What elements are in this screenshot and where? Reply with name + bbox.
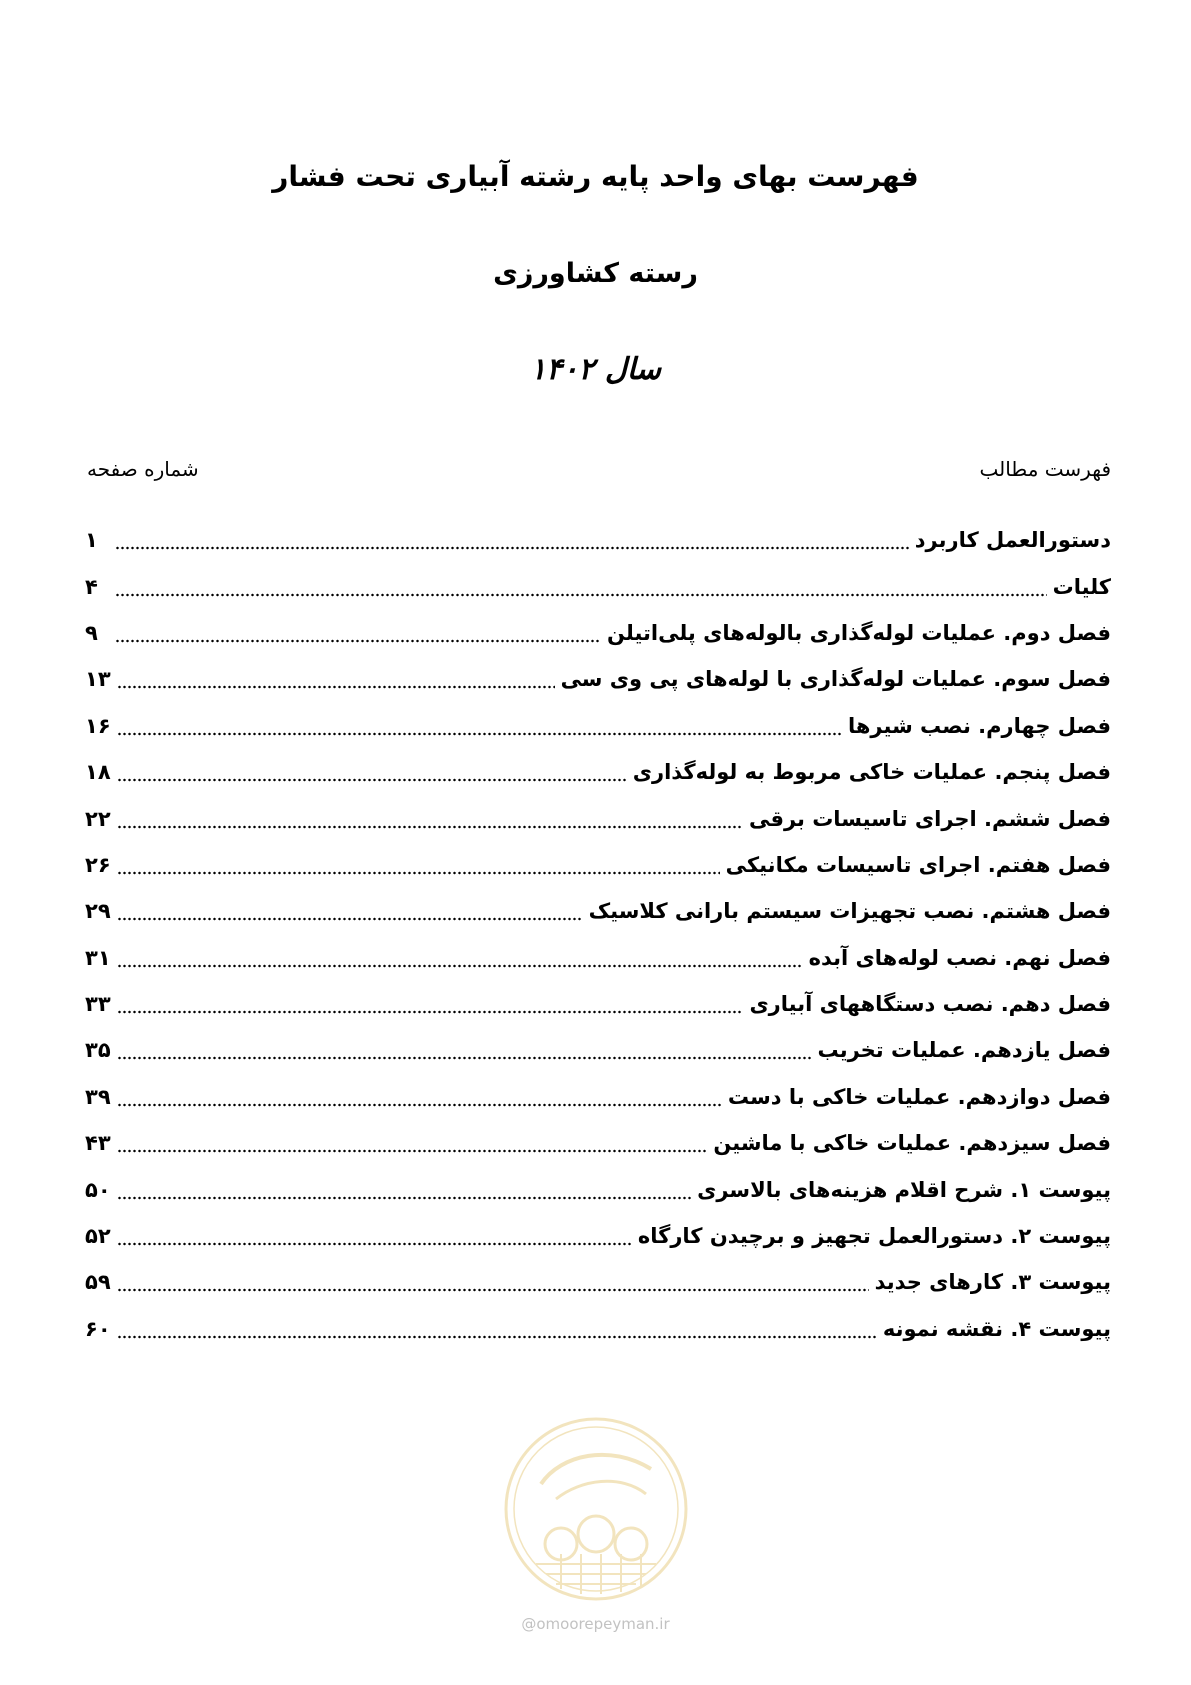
toc-item-title: پیوست ۲. دستورالعمل تجهیز و برچیدن کارگاه xyxy=(637,1224,1111,1249)
toc-item xyxy=(85,981,1111,1027)
toc-dot-leader xyxy=(117,1010,744,1014)
document-field: رسته کشاورزی xyxy=(493,258,698,289)
toc-item-page: ۲۹ xyxy=(85,899,111,924)
toc-dot-leader xyxy=(117,732,842,736)
toc-item-page: ۳۱ xyxy=(85,945,111,970)
toc-dot-leader xyxy=(117,685,555,689)
toc-item xyxy=(85,1027,1111,1073)
toc-item-title: فصل سوم. عملیات لوله‌گذاری با لوله‌های پی وی سی xyxy=(560,667,1111,692)
toc-item-title: فصل دوم. عملیات لوله‌گذاری بالوله‌های پلی‌اتیلن xyxy=(606,620,1111,645)
toc-item-page: ۵۲ xyxy=(85,1224,111,1249)
toc-item-page: ۱۸ xyxy=(85,760,111,785)
toc-dot-leader xyxy=(117,1288,869,1292)
toc-item xyxy=(85,888,1111,934)
toc-dot-leader xyxy=(117,1335,877,1339)
toc-item-page: ۹ xyxy=(85,620,98,645)
toc-item xyxy=(85,749,1111,795)
toc-item-page: ۳۵ xyxy=(85,1038,111,1063)
toc-dot-leader xyxy=(117,1056,812,1060)
toc-item-title: فصل ششم. اجرای تاسیسات برقی xyxy=(748,806,1111,831)
toc-item-page: ۳۳ xyxy=(85,992,111,1017)
toc-item-title: کلیات xyxy=(1052,574,1111,599)
toc-item xyxy=(85,1306,1111,1352)
toc-dot-leader xyxy=(115,639,601,643)
watermark-url: @omoorepeyman.ir xyxy=(521,1615,670,1633)
toc-item xyxy=(85,563,1111,609)
toc-item xyxy=(85,1166,1111,1212)
toc-item-page: ۵۹ xyxy=(85,1270,111,1295)
toc-item-page: ۱ xyxy=(85,528,98,553)
toc-heading: فهرست مطالب xyxy=(979,457,1111,481)
toc-item-title: فصل یازدهم. عملیات تخریب xyxy=(817,1038,1111,1063)
toc-item xyxy=(85,795,1111,841)
toc-item xyxy=(85,1120,1111,1166)
toc-item-title: فصل دهم. نصب دستگاههای آبیاری xyxy=(749,992,1111,1017)
toc-item xyxy=(85,703,1111,749)
document-year: سال ۱۴۰۲ xyxy=(530,352,661,387)
toc-item-page: ۲۲ xyxy=(85,806,111,831)
toc-dot-leader xyxy=(117,1149,708,1153)
toc-item-page: ۲۶ xyxy=(85,852,111,877)
toc-dot-leader xyxy=(115,593,1047,597)
toc-item-title: فصل هفتم. اجرای تاسیسات مکانیکی xyxy=(725,852,1111,877)
toc-item-title: فصل سیزدهم. عملیات خاکی با ماشین xyxy=(713,1131,1111,1156)
toc-item xyxy=(85,935,1111,981)
document-title: فهرست بهای واحد پایه رشته آبیاری تحت فشار xyxy=(272,160,919,193)
toc-item-title: پیوست ۴. نقشه نمونه xyxy=(882,1316,1111,1341)
toc-item-title: پیوست ۳. کارهای جدید xyxy=(874,1270,1111,1295)
page-number-heading: شماره صفحه xyxy=(87,457,199,481)
toc-dot-leader xyxy=(117,1242,632,1246)
toc-item-page: ۴ xyxy=(85,574,98,599)
toc-item-title: دستورالعمل کاربرد xyxy=(914,528,1111,553)
toc-item-page: ۱۳ xyxy=(85,667,111,692)
toc-dot-leader xyxy=(117,871,720,875)
toc-item xyxy=(85,517,1111,563)
toc-item-title: پیوست ۱. شرح اقلام هزینه‌های بالاسری xyxy=(697,1177,1111,1202)
toc-dot-leader xyxy=(117,964,803,968)
toc-item xyxy=(85,656,1111,702)
toc-item xyxy=(85,842,1111,888)
toc-dot-leader xyxy=(117,778,627,782)
toc-item-title: فصل چهارم. نصب شیرها xyxy=(847,713,1111,738)
table-of-contents xyxy=(85,517,1111,1352)
toc-dot-leader xyxy=(117,825,743,829)
toc-item xyxy=(85,1074,1111,1120)
toc-item xyxy=(85,1259,1111,1305)
toc-dot-leader xyxy=(117,917,583,921)
toc-item-page: ۳۹ xyxy=(85,1084,111,1109)
toc-item-page: ۶۰ xyxy=(85,1316,111,1341)
toc-item-page: ۱۶ xyxy=(85,713,111,738)
watermark-logo-icon xyxy=(501,1414,691,1604)
toc-dot-leader xyxy=(115,546,909,550)
toc-item xyxy=(85,610,1111,656)
toc-item-page: ۴۳ xyxy=(85,1131,111,1156)
toc-item-title: فصل دوازدهم. عملیات خاکی با دست xyxy=(727,1084,1111,1109)
toc-item xyxy=(85,1213,1111,1259)
toc-item-title: فصل نهم. نصب لوله‌های آبده xyxy=(808,945,1111,970)
toc-item-title: فصل هشتم. نصب تجهیزات سیستم بارانی کلاسیک xyxy=(588,899,1111,924)
toc-item-title: فصل پنجم. عملیات خاکی مربوط به لوله‌گذاری xyxy=(632,760,1111,785)
toc-item-page: ۵۰ xyxy=(85,1177,111,1202)
toc-dot-leader xyxy=(117,1103,722,1107)
toc-dot-leader xyxy=(117,1196,691,1200)
